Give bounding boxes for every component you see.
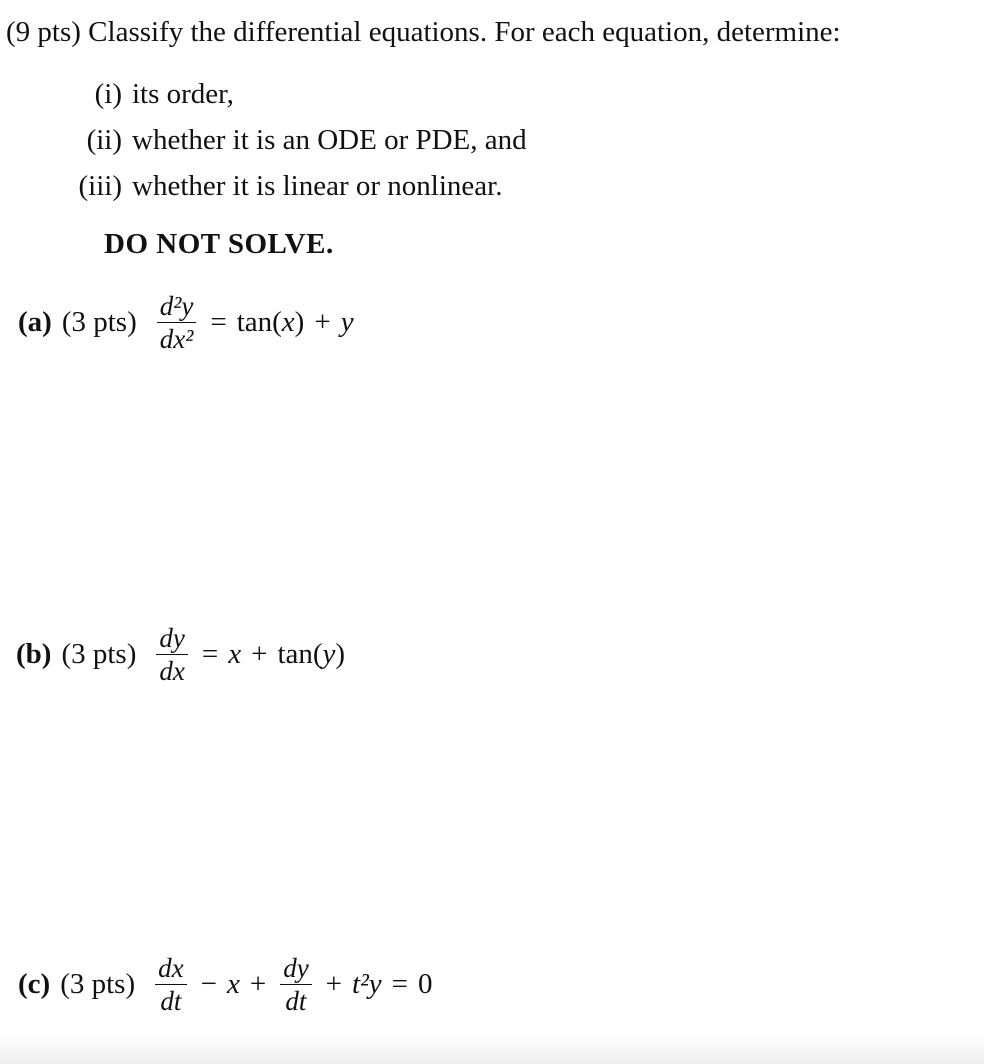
- criterion-text: its order,: [132, 78, 234, 110]
- fraction-denominator: dx²: [159, 324, 194, 354]
- part-c-points: (3 pts): [60, 968, 136, 1000]
- criterion-number: (ii): [86, 124, 122, 156]
- criterion-number: (iii): [78, 170, 122, 202]
- criterion-linearity: [64, 170, 502, 203]
- part-b-rhs: [192, 638, 345, 671]
- criterion-text: whether it is linear or nonlinear.: [132, 170, 503, 202]
- plus-sign: +: [251, 638, 268, 670]
- minus-sign: −: [200, 968, 217, 1000]
- part-b: [16, 622, 345, 687]
- part-b-points: (3 pts): [61, 638, 137, 670]
- page-bottom-shade: [0, 1034, 984, 1064]
- variable-x: x: [281, 306, 295, 338]
- do-not-solve-warning: DO NOT SOLVE.: [104, 228, 334, 260]
- variable-y: y: [322, 638, 336, 670]
- variable-x: x: [228, 638, 242, 670]
- close-paren: ): [294, 306, 305, 338]
- fraction-numerator: dy: [283, 953, 309, 983]
- fraction-denominator: dt: [160, 986, 182, 1016]
- variable-x: x: [226, 968, 240, 1000]
- part-b-label: (b): [16, 638, 52, 670]
- criterion-ode-pde: [64, 124, 527, 157]
- part-c-derivative-x: [155, 952, 186, 1017]
- part-c-rhs: [316, 968, 433, 1001]
- part-c-middle: [191, 968, 277, 1001]
- fraction-numerator: dy: [159, 623, 185, 653]
- problem-header: [6, 16, 841, 49]
- fraction-numerator: d²y: [159, 291, 194, 321]
- equals-sign: =: [391, 968, 409, 1000]
- close-paren: ): [335, 638, 346, 670]
- part-a: [18, 290, 354, 355]
- part-a-points: (3 pts): [61, 306, 137, 338]
- equals-sign: =: [210, 306, 227, 338]
- variable-y: y: [340, 306, 354, 338]
- part-a-derivative: [157, 290, 197, 355]
- part-b-derivative: [156, 622, 187, 687]
- criterion-number: (i): [94, 78, 122, 110]
- tan-function: tan(: [277, 638, 323, 670]
- tan-function: tan(: [236, 306, 282, 338]
- plus-sign: +: [249, 968, 267, 1000]
- zero-value: 0: [418, 968, 433, 1000]
- plus-sign: +: [325, 968, 343, 1000]
- t-squared: t²: [352, 968, 369, 1000]
- part-c: [18, 952, 433, 1017]
- problem-points: (9 pts): [6, 16, 81, 48]
- fraction-denominator: dx: [159, 656, 185, 686]
- criterion-text: whether it is an ODE or PDE, and: [132, 124, 527, 156]
- part-c-derivative-y: [280, 952, 311, 1017]
- criterion-order: [64, 78, 234, 111]
- part-a-label: (a): [18, 306, 52, 338]
- equals-sign: =: [201, 638, 219, 670]
- part-a-rhs: [200, 306, 353, 339]
- problem-instruction: Classify the differential equations. For each equation, determine:: [88, 16, 841, 48]
- plus-sign: +: [314, 306, 331, 338]
- part-c-label: (c): [18, 968, 51, 1000]
- variable-y: y: [368, 968, 382, 1000]
- fraction-denominator: dt: [285, 986, 307, 1016]
- fraction-numerator: dx: [158, 953, 184, 983]
